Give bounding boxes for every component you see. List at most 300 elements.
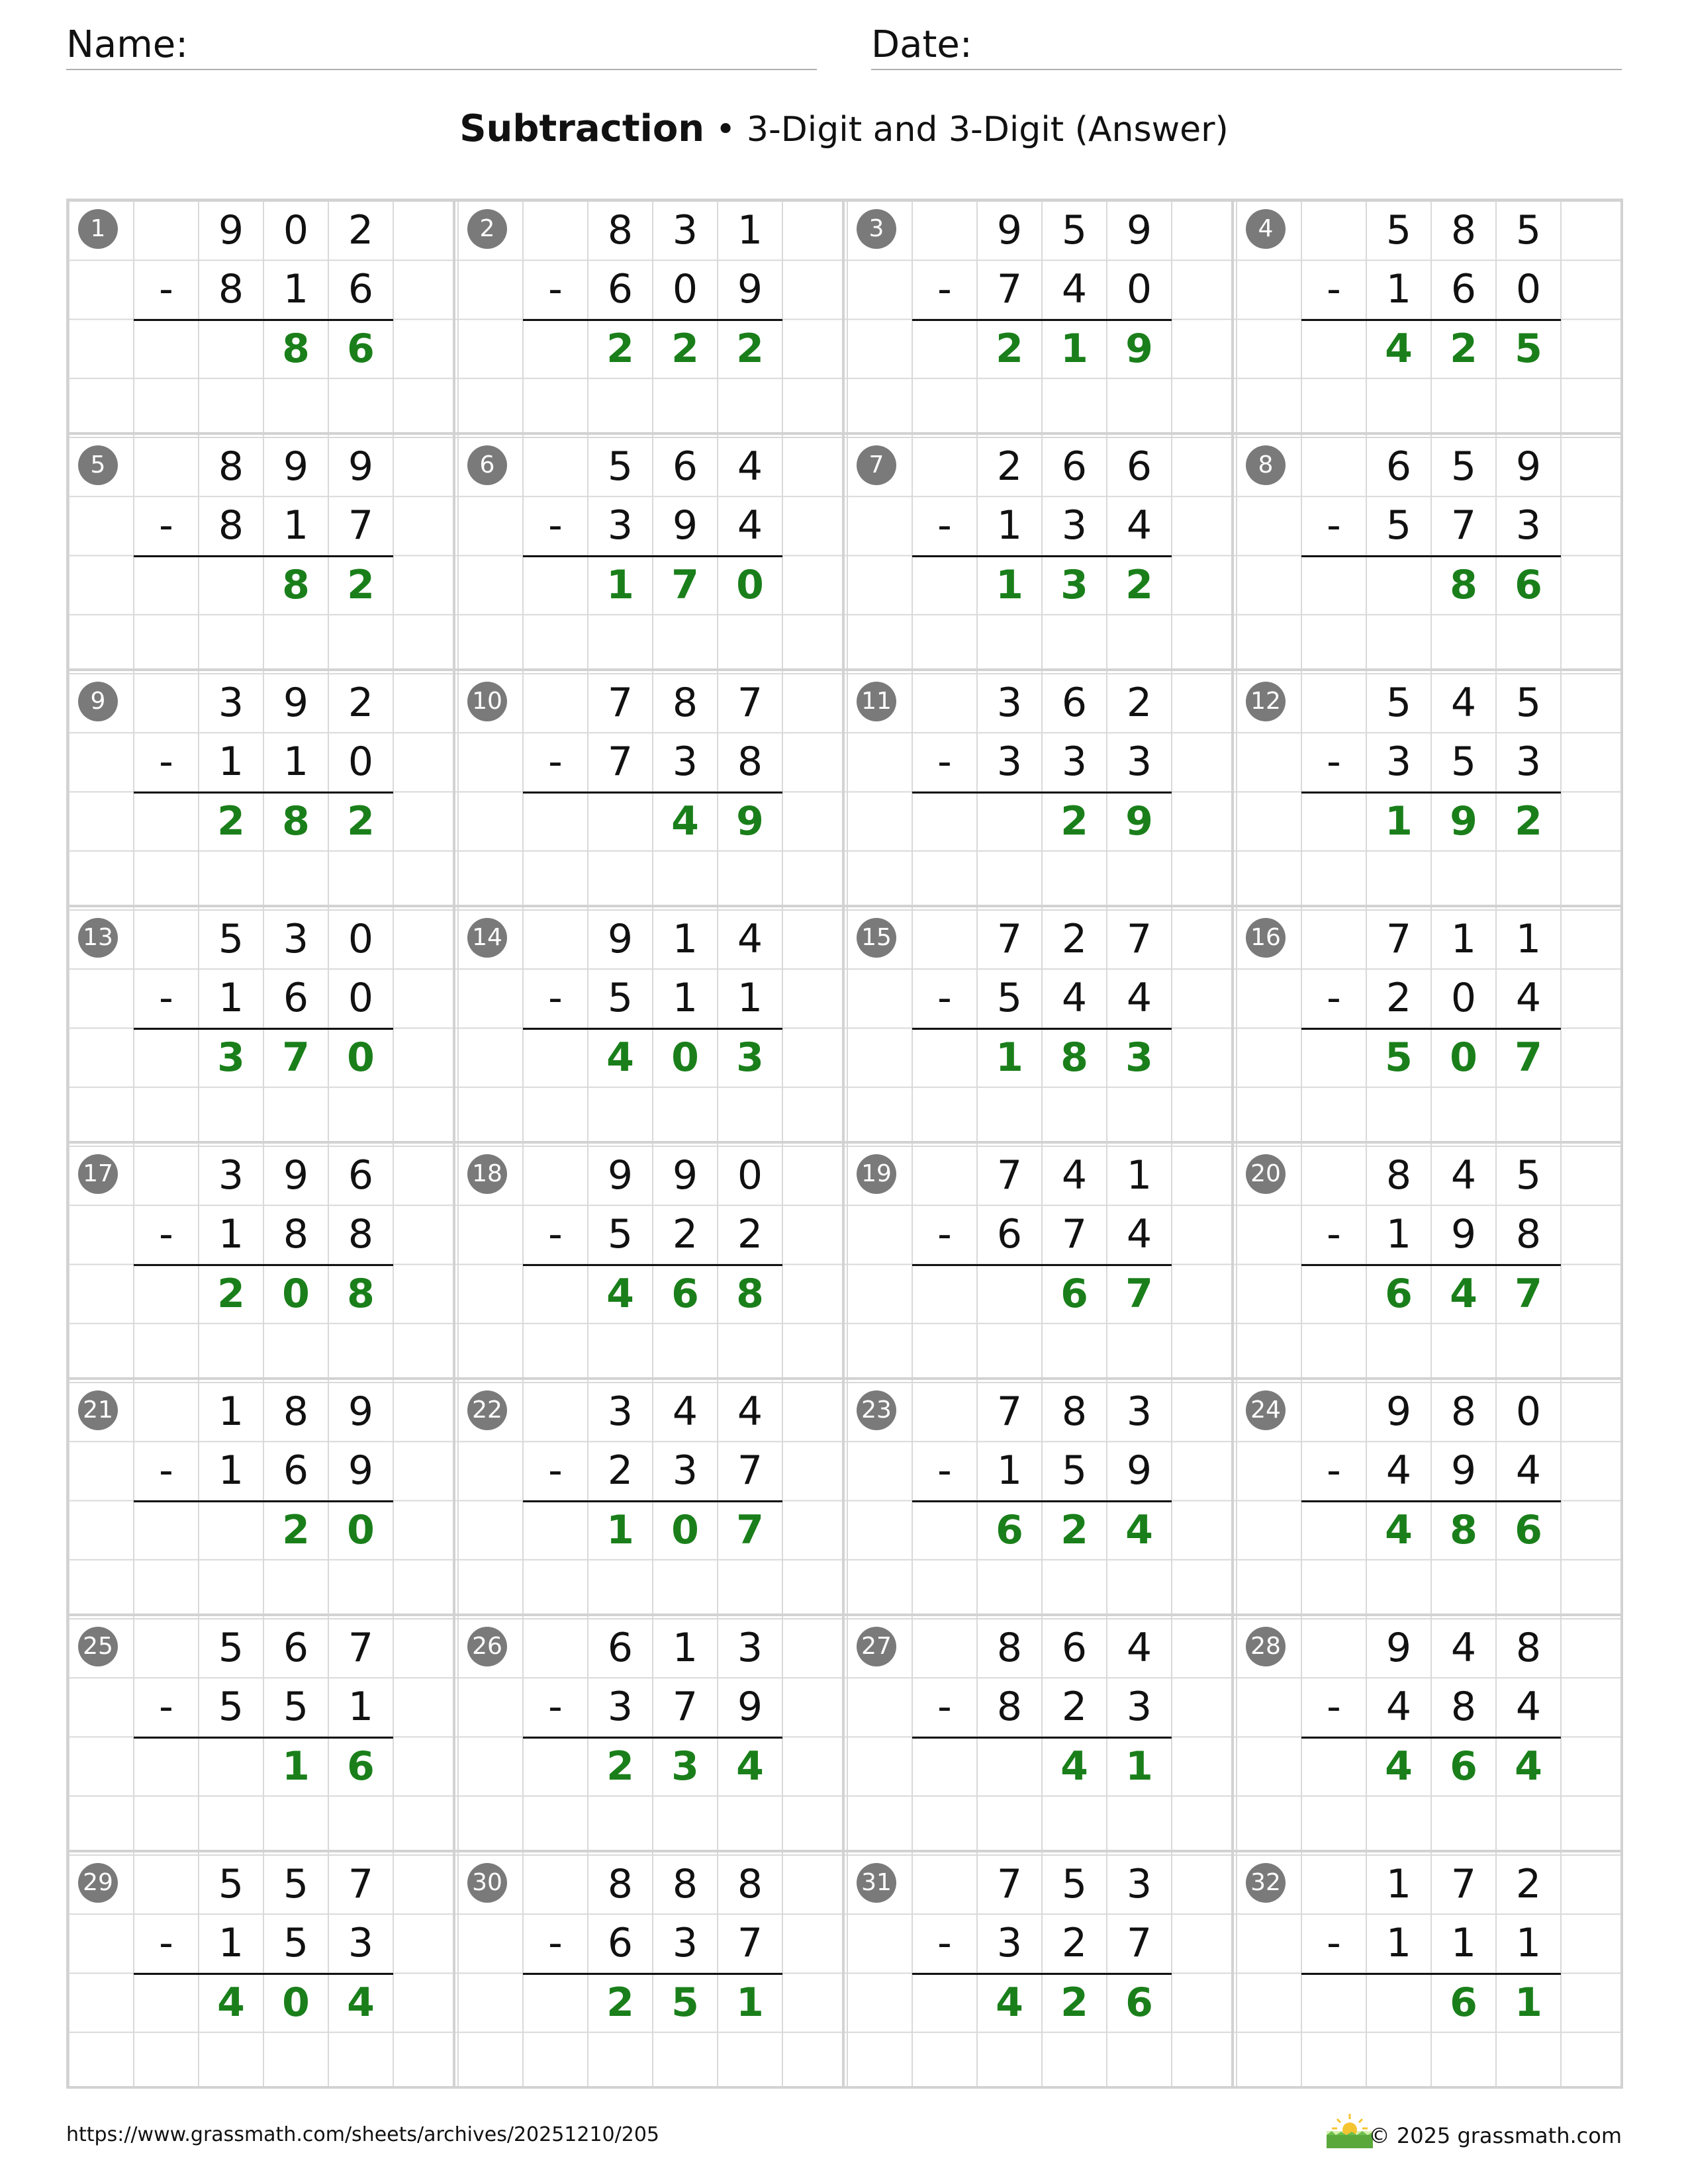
problem-26 [455, 1616, 845, 1852]
answer-digit: 6 [671, 1270, 699, 1317]
problem-number-badge: 2 [467, 209, 507, 249]
answer-digit: 4 [606, 1034, 634, 1081]
minus-sign: - [1327, 1211, 1341, 1258]
minus-sign: - [548, 502, 563, 549]
answer-digit: 2 [347, 561, 375, 608]
subtrahend-digit: 1 [996, 1447, 1023, 1494]
minuend-digit: 8 [607, 1861, 633, 1907]
subtrahend-digit: 3 [1061, 502, 1088, 549]
minus-sign: - [937, 739, 952, 786]
subtrahend-digit: 7 [672, 1684, 698, 1731]
minuend-digit: 7 [1450, 1861, 1477, 1907]
title-subtitle: • 3-Digit and 3-Digit (Answer) [704, 110, 1229, 150]
subtrahend-digit: 4 [1515, 1684, 1542, 1731]
subtrahend-digit: 8 [218, 266, 244, 313]
answer-digit: 2 [1515, 797, 1542, 844]
problem-number-badge: 13 [78, 918, 118, 958]
subtrahend-digit: 4 [1126, 1211, 1152, 1258]
subtrahend-digit: 1 [1515, 1920, 1542, 1967]
minuend-digit: 8 [672, 1861, 698, 1907]
minuend-digit: 6 [348, 1152, 374, 1199]
minuend-digit: 1 [672, 916, 698, 962]
answer-digit: 1 [606, 1506, 634, 1553]
minuend-digit: 8 [672, 680, 698, 726]
subtrahend-digit: 3 [672, 1447, 698, 1494]
subtrahend-digit: 1 [218, 1447, 244, 1494]
minuend-digit: 8 [737, 1861, 763, 1907]
subtrahend-digit: 0 [672, 266, 698, 313]
minuend-digit: 0 [283, 207, 309, 253]
problem-23 [845, 1380, 1234, 1616]
answer-digit: 2 [606, 325, 634, 372]
subtrahend-digit: 1 [218, 739, 244, 786]
problem-number-badge: 24 [1246, 1390, 1286, 1430]
footer-copyright: © 2025 grassmath.com [1368, 2123, 1622, 2148]
minuend-digit: 8 [1450, 1388, 1477, 1435]
problem-number-badge: 6 [467, 445, 507, 485]
subtrahend-digit: 7 [1061, 1211, 1088, 1258]
minuend-digit: 4 [1450, 1625, 1477, 1671]
minuend-digit: 7 [348, 1625, 374, 1671]
subtrahend-digit: 9 [737, 1684, 763, 1731]
minus-sign: - [159, 739, 173, 786]
subtrahend-digit: 1 [996, 502, 1023, 549]
minuend-digit: 2 [348, 207, 374, 253]
subtrahend-digit: 1 [283, 502, 309, 549]
answer-digit: 8 [347, 1270, 375, 1317]
minuend-digit: 9 [1515, 443, 1542, 490]
minus-sign: - [548, 1447, 563, 1494]
subtrahend-digit: 8 [737, 739, 763, 786]
subtrahend-digit: 3 [672, 739, 698, 786]
minus-sign: - [548, 975, 563, 1022]
minuend-digit: 0 [737, 1152, 763, 1199]
problem-number-badge: 10 [467, 682, 507, 721]
minus-sign: - [159, 1211, 173, 1258]
subtrahend-digit: 1 [218, 1211, 244, 1258]
subtrahend-digit: 1 [1385, 266, 1412, 313]
answer-digit: 3 [736, 1034, 764, 1081]
minus-sign: - [548, 1684, 563, 1731]
minus-sign: - [937, 502, 952, 549]
answer-digit: 4 [347, 1979, 375, 2026]
answer-digit: 0 [347, 1034, 375, 1081]
minuend-digit: 3 [218, 680, 244, 726]
answer-digit: 1 [1385, 797, 1413, 844]
minuend-digit: 6 [1126, 443, 1152, 490]
minus-sign: - [159, 1920, 173, 1967]
minuend-digit: 3 [1126, 1388, 1152, 1435]
answer-digit: 2 [1060, 797, 1088, 844]
problem-number-badge: 12 [1246, 682, 1286, 721]
subtrahend-digit: 4 [1061, 266, 1088, 313]
problem-19 [845, 1144, 1234, 1380]
minus-sign: - [548, 1920, 563, 1967]
subtrahend-digit: 9 [672, 502, 698, 549]
minuend-digit: 1 [1450, 916, 1477, 962]
subtrahend-digit: 7 [1450, 502, 1477, 549]
subtrahend-digit: 0 [348, 739, 374, 786]
answer-digit: 3 [1125, 1034, 1153, 1081]
problem-31 [845, 1852, 1234, 2089]
answer-digit: 2 [347, 797, 375, 844]
minus-sign: - [937, 1920, 952, 1967]
problem-number-badge: 11 [857, 682, 896, 721]
problem-6 [455, 435, 845, 671]
minuend-digit: 8 [1061, 1388, 1088, 1435]
subtrahend-digit: 3 [348, 1920, 374, 1967]
minuend-digit: 9 [348, 443, 374, 490]
subtrahend-digit: 5 [996, 975, 1023, 1022]
minuend-digit: 5 [218, 1625, 244, 1671]
minuend-digit: 7 [996, 1152, 1023, 1199]
minus-sign: - [548, 266, 563, 313]
minuend-digit: 4 [1061, 1152, 1088, 1199]
minuend-digit: 4 [672, 1388, 698, 1435]
subtrahend-digit: 5 [218, 1684, 244, 1731]
answer-digit: 8 [1060, 1034, 1088, 1081]
problem-number-badge: 32 [1246, 1863, 1286, 1903]
minuend-digit: 1 [1515, 916, 1542, 962]
answer-digit: 0 [1450, 1034, 1477, 1081]
subtrahend-digit: 1 [348, 1684, 374, 1731]
problem-number-badge: 16 [1246, 918, 1286, 958]
problem-number-badge: 20 [1246, 1154, 1286, 1194]
answer-digit: 8 [1450, 561, 1477, 608]
subtrahend-digit: 3 [996, 739, 1023, 786]
problem-28 [1234, 1616, 1623, 1852]
answer-digit: 6 [347, 325, 375, 372]
minuend-digit: 9 [283, 443, 309, 490]
minuend-digit: 5 [1385, 680, 1412, 726]
problem-32 [1234, 1852, 1623, 2089]
subtrahend-digit: 7 [607, 739, 633, 786]
answer-digit: 4 [606, 1270, 634, 1317]
problem-number-badge: 5 [78, 445, 118, 485]
subtrahend-digit: 8 [1515, 1211, 1542, 1258]
answer-digit: 6 [1515, 561, 1542, 608]
answer-digit: 4 [217, 1979, 245, 2026]
minuend-digit: 5 [1385, 207, 1412, 253]
subtrahend-digit: 7 [996, 266, 1023, 313]
problem-24 [1234, 1380, 1623, 1616]
answer-digit: 7 [1515, 1270, 1542, 1317]
subtrahend-digit: 3 [996, 1920, 1023, 1967]
minuend-digit: 1 [737, 207, 763, 253]
minuend-digit: 8 [1515, 1625, 1542, 1671]
minuend-digit: 4 [737, 916, 763, 962]
answer-digit: 8 [1450, 1506, 1477, 1553]
subtrahend-digit: 9 [348, 1447, 374, 1494]
problem-3 [845, 199, 1234, 435]
subtrahend-digit: 4 [1515, 975, 1542, 1022]
answer-digit: 1 [606, 561, 634, 608]
answer-digit: 1 [736, 1979, 764, 2026]
minuend-digit: 9 [672, 1152, 698, 1199]
subtrahend-digit: 1 [283, 739, 309, 786]
answer-digit: 9 [1450, 797, 1477, 844]
minus-sign: - [937, 1684, 952, 1731]
problem-25 [66, 1616, 455, 1852]
problem-number-badge: 17 [78, 1154, 118, 1194]
problem-number-badge: 26 [467, 1627, 507, 1666]
minuend-digit: 7 [737, 680, 763, 726]
problem-18 [455, 1144, 845, 1380]
answer-digit: 9 [1125, 797, 1153, 844]
name-label: Name: [66, 23, 189, 66]
answer-digit: 4 [1515, 1743, 1542, 1790]
answer-digit: 6 [347, 1743, 375, 1790]
answer-digit: 0 [347, 1506, 375, 1553]
minuend-digit: 5 [1515, 1152, 1542, 1199]
answer-digit: 1 [996, 561, 1023, 608]
minuend-digit: 0 [348, 916, 374, 962]
minuend-digit: 3 [218, 1152, 244, 1199]
problem-20 [1234, 1144, 1623, 1380]
minuend-digit: 4 [737, 1388, 763, 1435]
subtrahend-digit: 9 [1126, 1447, 1152, 1494]
answer-digit: 6 [996, 1506, 1023, 1553]
problem-grid [66, 199, 1623, 2089]
answer-digit: 2 [217, 1270, 245, 1317]
answer-digit: 1 [282, 1743, 310, 1790]
answer-digit: 7 [736, 1506, 764, 1553]
subtrahend-digit: 7 [348, 502, 374, 549]
minuend-digit: 9 [283, 680, 309, 726]
answer-digit: 4 [736, 1743, 764, 1790]
minuend-digit: 6 [283, 1625, 309, 1671]
subtrahend-digit: 8 [1450, 1684, 1477, 1731]
answer-digit: 4 [1450, 1270, 1477, 1317]
problem-number-badge: 30 [467, 1863, 507, 1903]
minuend-digit: 9 [996, 207, 1023, 253]
minuend-digit: 5 [1515, 680, 1542, 726]
subtrahend-digit: 6 [996, 1211, 1023, 1258]
subtrahend-digit: 3 [1515, 739, 1542, 786]
answer-digit: 0 [282, 1979, 310, 2026]
minus-sign: - [937, 975, 952, 1022]
problem-29 [66, 1852, 455, 2089]
problem-13 [66, 907, 455, 1144]
minuend-digit: 2 [1126, 680, 1152, 726]
subtrahend-digit: 4 [737, 502, 763, 549]
answer-digit: 2 [1125, 561, 1153, 608]
problem-2 [455, 199, 845, 435]
minuend-digit: 7 [996, 1861, 1023, 1907]
name-field[interactable] [66, 23, 817, 70]
minus-sign: - [1327, 266, 1341, 313]
minuend-digit: 0 [1515, 1388, 1542, 1435]
answer-digit: 0 [671, 1034, 699, 1081]
minus-sign: - [159, 1684, 173, 1731]
answer-digit: 7 [282, 1034, 310, 1081]
problem-number-badge: 1 [78, 209, 118, 249]
minus-sign: - [1327, 502, 1341, 549]
problem-number-badge: 22 [467, 1390, 507, 1430]
subtrahend-digit: 0 [1126, 266, 1152, 313]
minuend-digit: 3 [672, 207, 698, 253]
minuend-digit: 1 [1385, 1861, 1412, 1907]
answer-digit: 0 [282, 1270, 310, 1317]
minuend-digit: 5 [218, 1861, 244, 1907]
minuend-digit: 2 [1061, 916, 1088, 962]
subtrahend-digit: 2 [1385, 975, 1412, 1022]
answer-digit: 5 [1385, 1034, 1413, 1081]
subtrahend-digit: 5 [1450, 739, 1477, 786]
minuend-digit: 5 [218, 916, 244, 962]
minuend-digit: 6 [1061, 680, 1088, 726]
title-main: Subtraction [459, 107, 705, 150]
problem-22 [455, 1380, 845, 1616]
minuend-digit: 5 [1061, 1861, 1088, 1907]
problem-number-badge: 7 [857, 445, 896, 485]
minuend-digit: 3 [737, 1625, 763, 1671]
subtrahend-digit: 1 [1385, 1211, 1412, 1258]
problem-8 [1234, 435, 1623, 671]
minuend-digit: 6 [1385, 443, 1412, 490]
problem-30 [455, 1852, 845, 2089]
subtrahend-digit: 5 [1061, 1447, 1088, 1494]
problem-number-badge: 9 [78, 682, 118, 721]
answer-digit: 9 [736, 797, 764, 844]
subtrahend-digit: 1 [672, 975, 698, 1022]
answer-digit: 2 [1060, 1979, 1088, 2026]
answer-digit: 5 [1515, 325, 1542, 372]
minuend-digit: 7 [348, 1861, 374, 1907]
minuend-digit: 3 [996, 680, 1023, 726]
minuend-digit: 8 [1450, 207, 1477, 253]
answer-digit: 4 [1385, 1743, 1413, 1790]
answer-digit: 2 [1450, 325, 1477, 372]
problem-11 [845, 671, 1234, 907]
answer-digit: 3 [671, 1743, 699, 1790]
subtrahend-digit: 3 [672, 1920, 698, 1967]
problem-number-badge: 25 [78, 1627, 118, 1666]
subtrahend-digit: 1 [1385, 1920, 1412, 1967]
minuend-digit: 8 [1385, 1152, 1412, 1199]
subtrahend-digit: 6 [607, 1920, 633, 1967]
minus-sign: - [1327, 739, 1341, 786]
subtrahend-digit: 6 [1450, 266, 1477, 313]
minuend-digit: 8 [607, 207, 633, 253]
subtrahend-digit: 1 [283, 266, 309, 313]
subtrahend-digit: 2 [1061, 1920, 1088, 1967]
subtrahend-digit: 4 [1385, 1684, 1412, 1731]
problem-number-badge: 3 [857, 209, 896, 249]
subtrahend-digit: 7 [737, 1447, 763, 1494]
minuend-digit: 7 [996, 916, 1023, 962]
minuend-digit: 1 [218, 1388, 244, 1435]
answer-digit: 4 [1060, 1743, 1088, 1790]
problem-4 [1234, 199, 1623, 435]
answer-digit: 6 [1450, 1979, 1477, 2026]
minuend-digit: 9 [283, 1152, 309, 1199]
subtrahend-digit: 3 [607, 502, 633, 549]
answer-digit: 6 [1450, 1743, 1477, 1790]
answer-digit: 6 [1125, 1979, 1153, 2026]
subtrahend-digit: 8 [218, 502, 244, 549]
minus-sign: - [548, 1211, 563, 1258]
answer-digit: 7 [671, 561, 699, 608]
minus-sign: - [159, 975, 173, 1022]
answer-digit: 4 [1385, 325, 1413, 372]
problem-14 [455, 907, 845, 1144]
subtrahend-digit: 0 [1450, 975, 1477, 1022]
answer-digit: 2 [606, 1979, 634, 2026]
subtrahend-digit: 1 [218, 1920, 244, 1967]
subtrahend-digit: 6 [283, 975, 309, 1022]
problem-16 [1234, 907, 1623, 1144]
subtrahend-digit: 6 [283, 1447, 309, 1494]
answer-digit: 8 [736, 1270, 764, 1317]
answer-digit: 2 [217, 797, 245, 844]
problem-number-badge: 29 [78, 1863, 118, 1903]
subtrahend-digit: 3 [1126, 1684, 1152, 1731]
minuend-digit: 5 [1450, 443, 1477, 490]
answer-digit: 0 [671, 1506, 699, 1553]
answer-digit: 9 [1125, 325, 1153, 372]
subtrahend-digit: 3 [607, 1684, 633, 1731]
minuend-digit: 6 [607, 1625, 633, 1671]
date-label: Date: [871, 23, 972, 66]
answer-digit: 4 [996, 1979, 1023, 2026]
subtrahend-digit: 4 [1061, 975, 1088, 1022]
subtrahend-digit: 1 [218, 975, 244, 1022]
subtrahend-digit: 7 [737, 1920, 763, 1967]
subtrahend-digit: 1 [737, 975, 763, 1022]
answer-digit: 2 [606, 1743, 634, 1790]
answer-digit: 8 [282, 561, 310, 608]
minuend-digit: 9 [607, 1152, 633, 1199]
answer-digit: 0 [736, 561, 764, 608]
problem-number-badge: 28 [1246, 1627, 1286, 1666]
minuend-digit: 4 [737, 443, 763, 490]
subtrahend-digit: 5 [283, 1684, 309, 1731]
problem-17 [66, 1144, 455, 1380]
problem-9 [66, 671, 455, 907]
problem-27 [845, 1616, 1234, 1852]
answer-digit: 1 [1060, 325, 1088, 372]
problem-number-badge: 15 [857, 918, 896, 958]
subtrahend-digit: 3 [1385, 739, 1412, 786]
minuend-digit: 6 [1061, 1625, 1088, 1671]
minus-sign: - [1327, 975, 1341, 1022]
answer-digit: 1 [996, 1034, 1023, 1081]
subtrahend-digit: 8 [348, 1211, 374, 1258]
problem-number-badge: 31 [857, 1863, 896, 1903]
answer-digit: 6 [1385, 1270, 1413, 1317]
answer-digit: 2 [996, 325, 1023, 372]
date-field[interactable] [871, 23, 1622, 70]
answer-digit: 4 [671, 797, 699, 844]
minuend-digit: 3 [1126, 1861, 1152, 1907]
subtrahend-digit: 9 [737, 266, 763, 313]
minuend-digit: 5 [283, 1861, 309, 1907]
problem-number-badge: 8 [1246, 445, 1286, 485]
minuend-digit: 7 [1385, 916, 1412, 962]
problem-number-badge: 21 [78, 1390, 118, 1430]
minus-sign: - [937, 1447, 952, 1494]
subtrahend-digit: 3 [1515, 502, 1542, 549]
subtrahend-digit: 2 [607, 1447, 633, 1494]
grassmath-sun-logo-icon [1327, 2111, 1373, 2148]
answer-digit: 3 [1060, 561, 1088, 608]
subtrahend-digit: 8 [283, 1211, 309, 1258]
subtrahend-digit: 7 [1126, 1920, 1152, 1967]
minuend-digit: 9 [1385, 1625, 1412, 1671]
minus-sign: - [159, 502, 173, 549]
minuend-digit: 2 [1515, 1861, 1542, 1907]
